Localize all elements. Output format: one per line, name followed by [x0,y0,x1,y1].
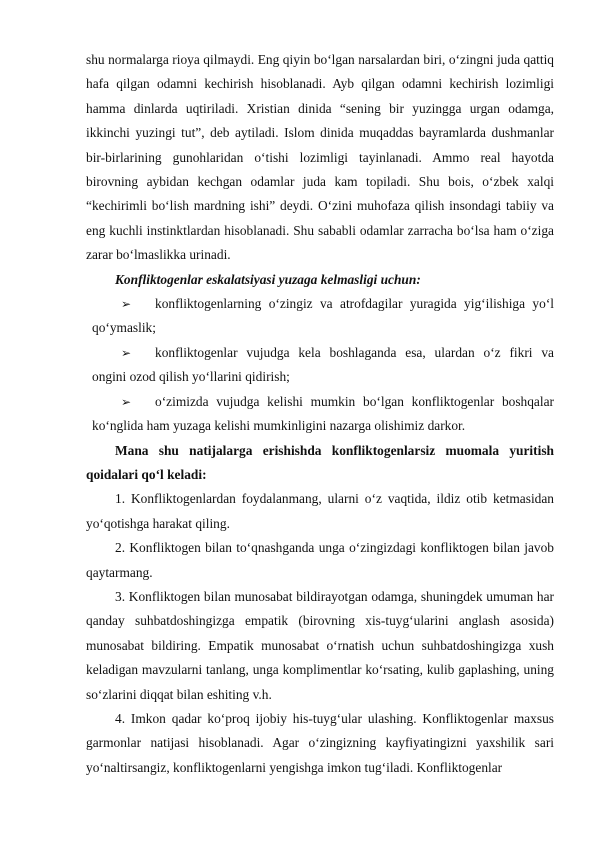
arrowhead-bullet-icon: ➢ [121,345,132,360]
bullet-text-first: konfliktogenlarning o‘zingiz va atrofdagilar yuragida yig‘ilishiga yo‘l [155,296,554,312]
section-heading-escalation: Konfliktogenlar eskalatsiyasi yuzaga kelmasligi uchun: [115,271,421,287]
bullet-text-first: o‘zimizda vujudga kelishi mumkin bo‘lgan konfliktogenlar boshqalar [155,393,554,409]
rule-item-4: 4. Imkon qadar ko‘proq ijobiy his-tuyg‘ular ulashing. Konfliktogenlar maxsus garmonlar natijasi hisoblanadi. Agar o‘zingizning kayfiyatingizni yaxshilik sari yo‘naltirsangiz, konfliktogenlarni yengishga imkon tug‘iladi. Konfliktogenlar [86,710,554,775]
arrowhead-bullet-icon: ➢ [121,394,132,409]
bullet-item [86,390,554,439]
bullet-text-rest: ongini ozod qilish yo‘llarini qidirish; [92,369,290,385]
bullet-text-rest: qo‘ymaslik; [92,320,156,336]
document-body [86,48,554,780]
intro-paragraph: shu normalarga rioya qilmaydi. Eng qiyin bo‘lgan narsalardan biri, o‘zingni juda qattiq hafa qilgan odamni kechirish hisoblanadi. Ayb qilgan odamni kechirish lozimligi hamma dinlarda uqtiriladi. Xristian dinida “sening bir yuzingga urgan odamga, ikkinchi yuzingi tut”, deb aytiladi. Islom dinida muqaddas bayramlarda dushmanlar bir-birlarining gunohlaridan o‘tishi lozimligi tayinlanadi. Ammo real hayotda birovning aybidan kechgan odamlar juda kam topiladi. Shu bois, o‘zbek xalqi “kechirimli bo‘lish mardning ishi” deydi. O‘zini muhofaza qilish insondagi tabiiy va eng kuchli instinktlardan hisoblanadi. Shu sababli odamlar zarracha bo‘lsa ham o‘ziga zarar bo‘lmaslikka urinadi. [86,52,554,263]
rule-item-2: 2. Konfliktogen bilan to‘qnashganda unga o‘zingizdagi konfliktogen bilan javob qaytarmang. [86,540,554,580]
rule-item-3: 3. Konfliktogen bilan munosabat bildirayotgan odamga, shuningdek umuman har qanday suhbatdoshingizga empatik (birovning xis-tuyg‘ularini anglash asosida) munosabat bildiring. Empatik munosabat o‘rnatish uchun suhbatdoshingizga xush keladigan mavzularni tanlang, unga komplimentlar ko‘rsating, kulib gaplashing, uning so‘zlarini diqqat bilan eshiting v.h. [86,588,554,702]
rule-item-1: 1. Konfliktogenlardan foydalanmang, ularni o‘z vaqtida, ildiz otib ketmasidan yo‘qotishga harakat qiling. [86,491,554,531]
bullet-text-first: konfliktogenlar vujudga kela boshlaganda esa, ulardan o‘z fikri va [155,344,554,360]
bullet-text-rest: ko‘nglida ham yuzaga kelishi mumkinligini nazarga olishimiz darkor. [92,418,466,434]
bullet-item [86,292,554,341]
section-heading-rules: Mana shu natijalarga erishishda konfliktogenlarsiz muomala yuritish qoidalari qo‘l keladi: [86,442,554,482]
arrowhead-bullet-icon: ➢ [121,297,132,312]
bullet-item [86,341,554,390]
